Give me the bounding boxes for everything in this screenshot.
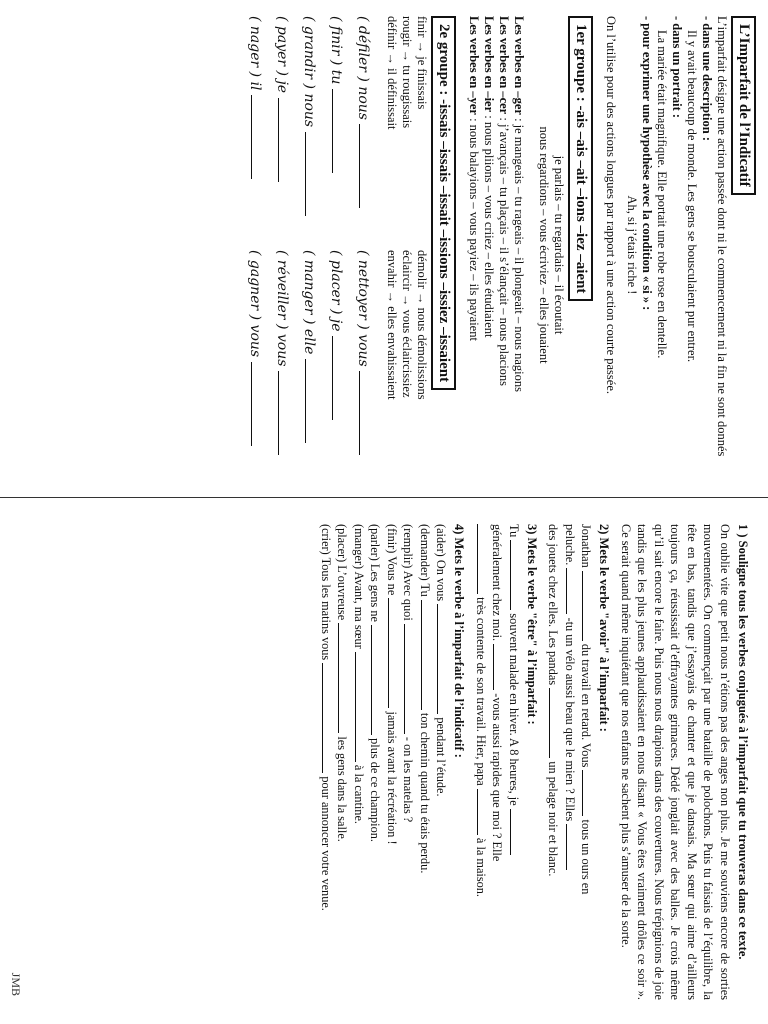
answer-blank[interactable] xyxy=(251,95,264,179)
answer-blank[interactable] xyxy=(359,371,372,455)
exercise-verb: ( payer ) je xyxy=(274,16,290,94)
ex4-prompt: (manger) Avant, ma sœur xyxy=(352,524,366,649)
ex4-end: pendant l’étude. xyxy=(434,717,449,797)
answer-blank[interactable] xyxy=(510,809,522,855)
ex4-end: ton chemin quand tu étais perdu. xyxy=(418,712,432,874)
ex4-end: à la cantine. xyxy=(352,764,366,824)
ex4-end: jamais avant la récréation ! xyxy=(385,711,399,845)
exercise-subject: vous xyxy=(355,334,371,367)
ex2-text: tous un ours en xyxy=(579,819,594,895)
answer-blank[interactable] xyxy=(477,789,489,835)
exercise-verb: ( réveiller ) xyxy=(274,250,290,330)
exercise-item xyxy=(247,250,264,474)
answer-blank[interactable] xyxy=(388,598,400,708)
section-divider xyxy=(0,497,768,498)
ex4-prompt: (parler) Les gens ne xyxy=(368,524,383,622)
ex2-text: un pelage noir et blanc. xyxy=(546,761,561,877)
ex3-text: souvent malade en hiver. A 8 heures, je xyxy=(507,613,521,806)
ex4-prompt: (remplir) Avec quoi xyxy=(401,524,416,621)
ier-label: Les verbes en –ier xyxy=(482,16,496,113)
answer-blank[interactable] xyxy=(405,624,417,734)
group2-example: éclaircir → vous éclaircissiez xyxy=(400,250,414,398)
ex4-prompt: (placer) L’ouvreuse xyxy=(335,524,350,621)
ex3-text: -vous aussi rapides que moi ? Elle xyxy=(490,693,505,862)
ex4-prompt: (finir) Vous ne xyxy=(385,524,399,596)
ex3-text: très contente de son travail. Hier, papa xyxy=(474,597,488,786)
answer-blank[interactable] xyxy=(583,571,595,641)
exercise-verb: ( placer ) je xyxy=(328,250,344,332)
exercise-verb: ( manger ) xyxy=(301,250,317,325)
description-example: Il y avait beaucoup de monde. Les gens se bousculaient pur entrer. xyxy=(685,30,699,363)
group1-title: 1er groupe : -ais –ais –ait –ions –iez –aient xyxy=(568,16,593,301)
exercise-subject: vous xyxy=(247,324,263,358)
exercise-item xyxy=(247,16,264,240)
exercise-verb: ( nettoyer ) xyxy=(355,250,371,330)
intro-text: L’imparfait désigne une action passée dont ni le commencement ni la fin ne sont donnés xyxy=(715,16,729,457)
yer-label: Les verbes en –yer xyxy=(467,16,481,115)
description-label: - dans une description : xyxy=(700,16,714,142)
answer-blank[interactable] xyxy=(251,362,264,446)
ger-label: Les verbes en –ger xyxy=(512,16,526,115)
group2-title: 2e groupe : -issais –issais –issait –issions –issiez –issaient xyxy=(431,16,456,390)
portrait-label: - dans un portrait : xyxy=(670,16,684,119)
exercise-subject: vous xyxy=(274,333,290,367)
ex4-end: pour annoncer votre venue. xyxy=(319,776,333,911)
answer-blank[interactable] xyxy=(566,824,578,870)
exercise-item xyxy=(274,16,291,240)
exercise-verb: ( gagner ) xyxy=(247,250,263,321)
ex2-text: Jonathan xyxy=(579,524,594,568)
exercise-item xyxy=(301,250,318,474)
answer-blank[interactable] xyxy=(583,770,595,816)
exercise-subject: nous xyxy=(355,86,371,120)
ger-text: : je mangeais – tu rageais – il plongeait – nous nagions xyxy=(512,118,526,392)
ex4-end: - on les matelas ? xyxy=(401,736,416,823)
ex4-prompt: (demander) Tu xyxy=(418,524,432,597)
exercise-item xyxy=(274,250,291,474)
group1-example-2: nous regardions – vous écriviez – elles jouaient xyxy=(537,126,551,364)
theory-section xyxy=(0,0,768,490)
group2-example: finir → je finissais xyxy=(415,16,429,110)
answer-blank[interactable] xyxy=(421,600,433,710)
answer-blank[interactable] xyxy=(359,124,372,208)
cer-text: : j’avançais – tu plaçais – il s’élançait – nous placions xyxy=(497,117,511,387)
exercise-item xyxy=(355,250,372,474)
hypothesis-example: Ah, si j’étais riche ! xyxy=(625,195,639,295)
answer-blank[interactable] xyxy=(550,688,562,758)
exercise2-title: 2) Mets le verbe "avoir" à l’imparfait : xyxy=(597,524,612,732)
ex3-text: Tu xyxy=(507,524,521,538)
ex4-end: plus de ce champion. xyxy=(368,738,383,842)
ex4-end: les gens dans la salle. xyxy=(335,736,350,842)
group1-example-1: je parlais – tu regardais – il écoutait xyxy=(552,155,566,335)
exercise-item xyxy=(328,250,345,474)
exercise3-title: 3) Mets le verbe "être" à l’imparfait : xyxy=(525,524,539,725)
exercise-item xyxy=(328,16,345,240)
group2-example: envahir → elles envahissaient xyxy=(385,250,399,400)
answer-blank[interactable] xyxy=(278,371,291,455)
ier-text: : nous pliions – vous criiez – elles étudiaient xyxy=(482,115,496,338)
exercise1-text: On oublie vite que petit nous n’étions pas des anges non plus. Je me souviens encore de sorties mouvementées. On commençait par une bataille de polochons. Puis tu faisais de l’équilibre, la tête en bas, tandis que j’essayais de chanter et que je dansais. Ma sœur qui aime d’ailleurs toujours ça, réussissait d’effrayantes grimaces. Dédé jonglait avec des balles. Je crois même qu’il sait encore le faire. Puis nous nous drapions dans des couvertures. Nous trépignions de joie tandis que les plus jeunes applaudissaient en nous disant « Vous êtes vraiment drôles ce soir ». Ce serait quand même inquiétant que nos enfants ne sachent plus s’amuser de la sorte. xyxy=(619,524,732,1000)
exercise1-title: 1 ) Souligne tous les verbes conjugués à l’imparfait que tu trouveras dans ce texte. xyxy=(736,524,750,960)
yer-text: : nous balayions – vous payiez – ils payaient xyxy=(467,118,481,341)
ex2-text: peluche. xyxy=(563,524,577,566)
exercise-verb: ( finir ) tu xyxy=(328,16,344,85)
answer-blank[interactable] xyxy=(510,540,522,610)
portrait-example: La mariée était magnifique. Elle portait une robe rose en dentelle. xyxy=(655,30,669,359)
exercise-subject: nous xyxy=(301,93,317,128)
usage-text: On l’utilise pour des actions longues par rapport à une action courte passée. xyxy=(604,16,618,395)
ex3-text: généralement chez moi. xyxy=(490,524,505,642)
answer-blank[interactable] xyxy=(305,132,318,216)
exercise-verb: ( défiler ) xyxy=(355,16,371,82)
group2-example: rougir → tu rougissais xyxy=(400,16,414,129)
answer-blank[interactable] xyxy=(339,623,351,733)
answer-blank[interactable] xyxy=(278,98,291,182)
answer-blank[interactable] xyxy=(372,625,384,735)
conjugation-exercise-grid xyxy=(247,16,372,474)
ex2-text: des jouets chez elles. Les pandas xyxy=(546,524,561,686)
answer-blank[interactable] xyxy=(566,568,578,614)
answer-blank[interactable] xyxy=(355,652,367,762)
cer-label: Les verbes en –cer xyxy=(497,16,511,115)
answer-blank[interactable] xyxy=(305,359,318,443)
ex4-prompt: (aider) On vous xyxy=(434,524,449,602)
exercise-verb: ( nager ) il xyxy=(247,16,263,91)
hypothesis-label: - pour exprimer une hypothèse avec la condition « si » : xyxy=(640,16,654,311)
group2-examples xyxy=(384,16,429,474)
exercise-verb: ( grandir ) xyxy=(301,16,317,89)
practice-section xyxy=(0,510,768,1010)
ex2-text: -tu un vélo aussi beau que le mien ? Elles xyxy=(563,617,577,822)
answer-blank[interactable] xyxy=(477,524,489,594)
ex2-text: du travail en retard. Vous xyxy=(579,643,594,768)
exercise-subject: elle xyxy=(301,328,317,355)
ex3-text: à la maison. xyxy=(474,837,488,897)
author-initials: JMB xyxy=(9,972,23,996)
answer-blank[interactable] xyxy=(322,663,334,773)
exercise4-title: 4) Mets le verbe à l’imparfait de l’indicatif : xyxy=(452,524,467,758)
exercise-item xyxy=(355,16,372,240)
answer-blank[interactable] xyxy=(332,336,345,420)
group2-example: définir → il définissait xyxy=(385,16,399,130)
exercise-item xyxy=(301,16,318,240)
lesson-title: L’Imparfait de l’Indicatif xyxy=(731,16,756,195)
answer-blank[interactable] xyxy=(438,604,450,714)
ex4-prompt: (crier) Tous les matins vous xyxy=(319,524,333,661)
answer-blank[interactable] xyxy=(332,89,345,173)
group2-example: démolir → nous démolissions xyxy=(415,250,429,400)
answer-blank[interactable] xyxy=(494,644,506,690)
